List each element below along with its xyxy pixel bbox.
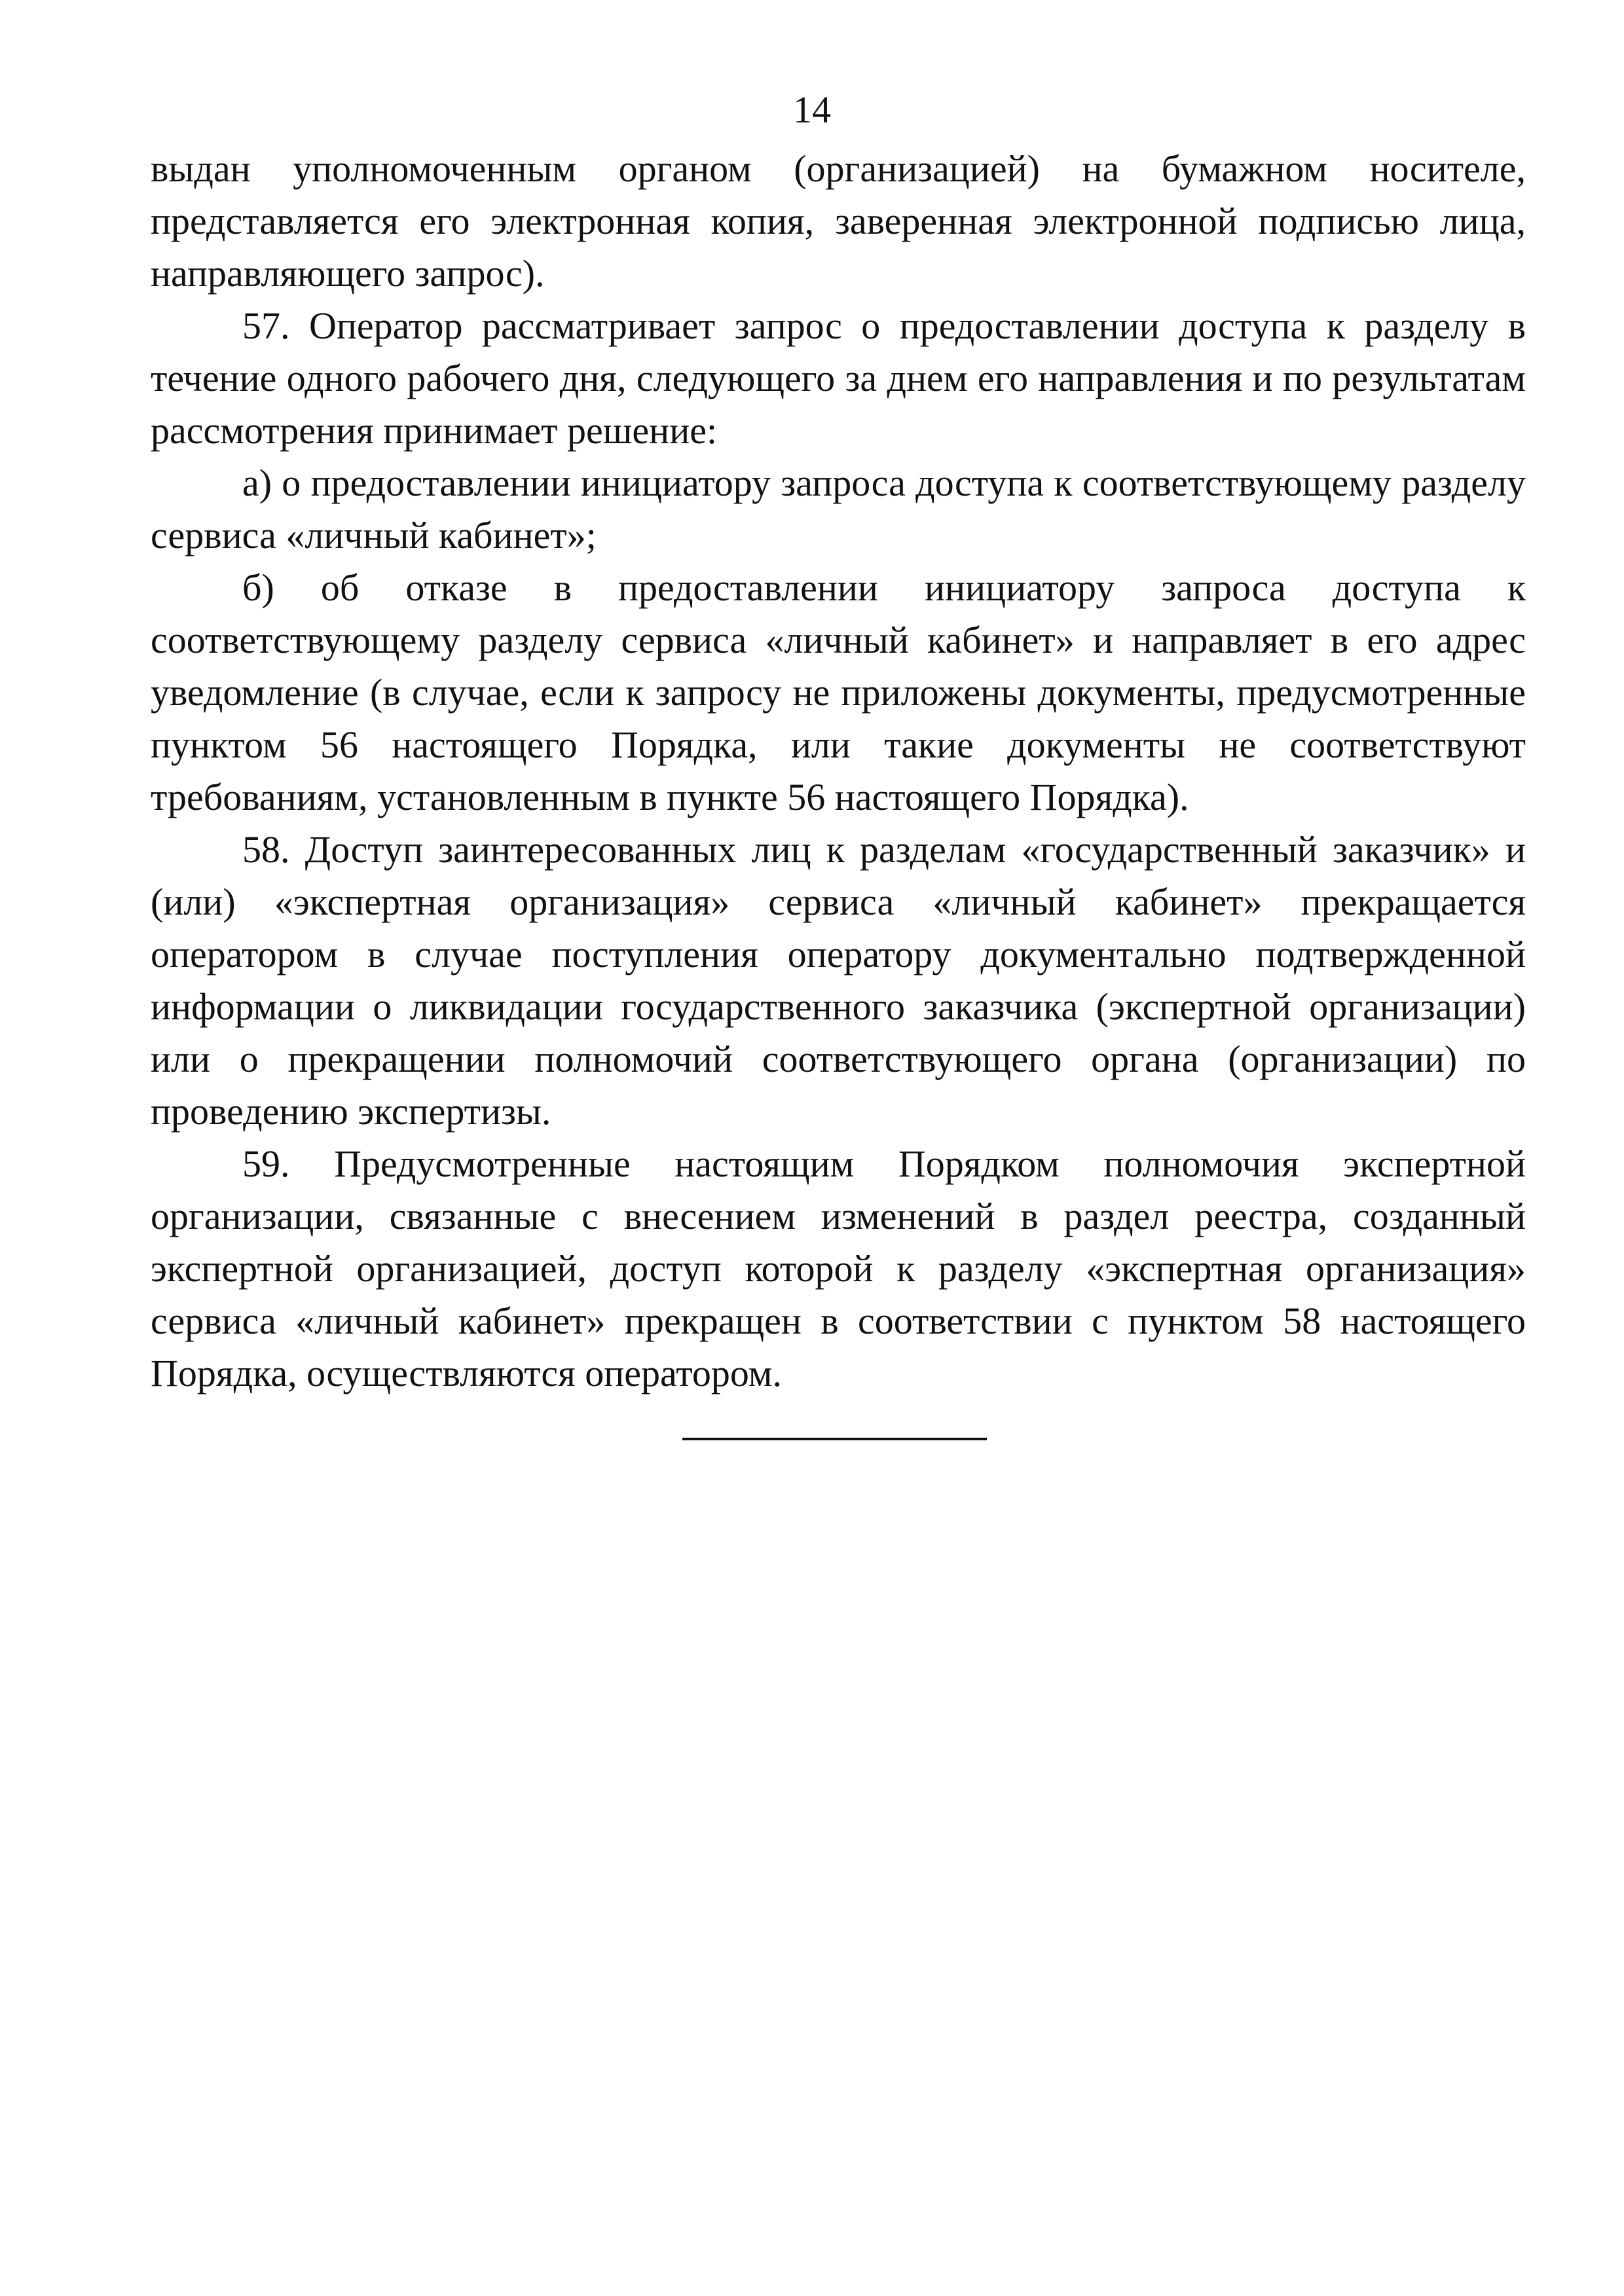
end-of-document-rule <box>682 1438 987 1440</box>
paragraph-58: 58. Доступ заинтересованных лиц к разделам «государственный заказчик» и (или) «экспертная организация» сервиса «личный кабинет» прекращается оператором в случае поступления оператору документально подтвержденной информации о ликвидации государственного заказчика (экспертной организации) или о прекращении полномочий соответствующего органа (организации) по проведению экспертизы. <box>151 828 1526 1133</box>
paragraph-57-a: а) о предоставлении инициатору запроса доступа к соответствующему разделу сервиса «личный кабинет»; <box>151 462 1526 556</box>
paragraph-continuation: выдан уполномоченным органом (организацией) на бумажном носителе, представляется его электронная копия, заверенная электронной подписью лица, направляющего запрос). <box>151 147 1526 295</box>
paragraph-59: 59. Предусмотренные настоящим Порядком полномочия экспертной организации, связанные с внесением изменений в раздел реестра, созданный экспертной организацией, доступ которой к разделу «экспертная организация» сервиса «личный кабинет» прекращен в соответствии с пунктом 58 настоящего Порядка, осуществляются оператором. <box>151 1142 1526 1394</box>
paragraph-57-b: б) об отказе в предоставлении инициатору запроса доступа к соответствующему разделу сервиса «личный кабинет» и направляет в его адрес уведомление (в случае, если к запросу не приложены документы, предусмотренные пунктом 56 настоящего Порядка, или такие документы не соответствуют требованиям, установленным в пункте 56 настоящего Порядка). <box>151 566 1526 818</box>
paragraph-57: 57. Оператор рассматривает запрос о предоставлении доступа к разделу в течение одного рабочего дня, следующего за днем его направления и по результатам рассмотрения принимает решение: <box>151 304 1526 452</box>
page-number: 14 <box>793 88 831 131</box>
document-body <box>151 143 1526 1400</box>
